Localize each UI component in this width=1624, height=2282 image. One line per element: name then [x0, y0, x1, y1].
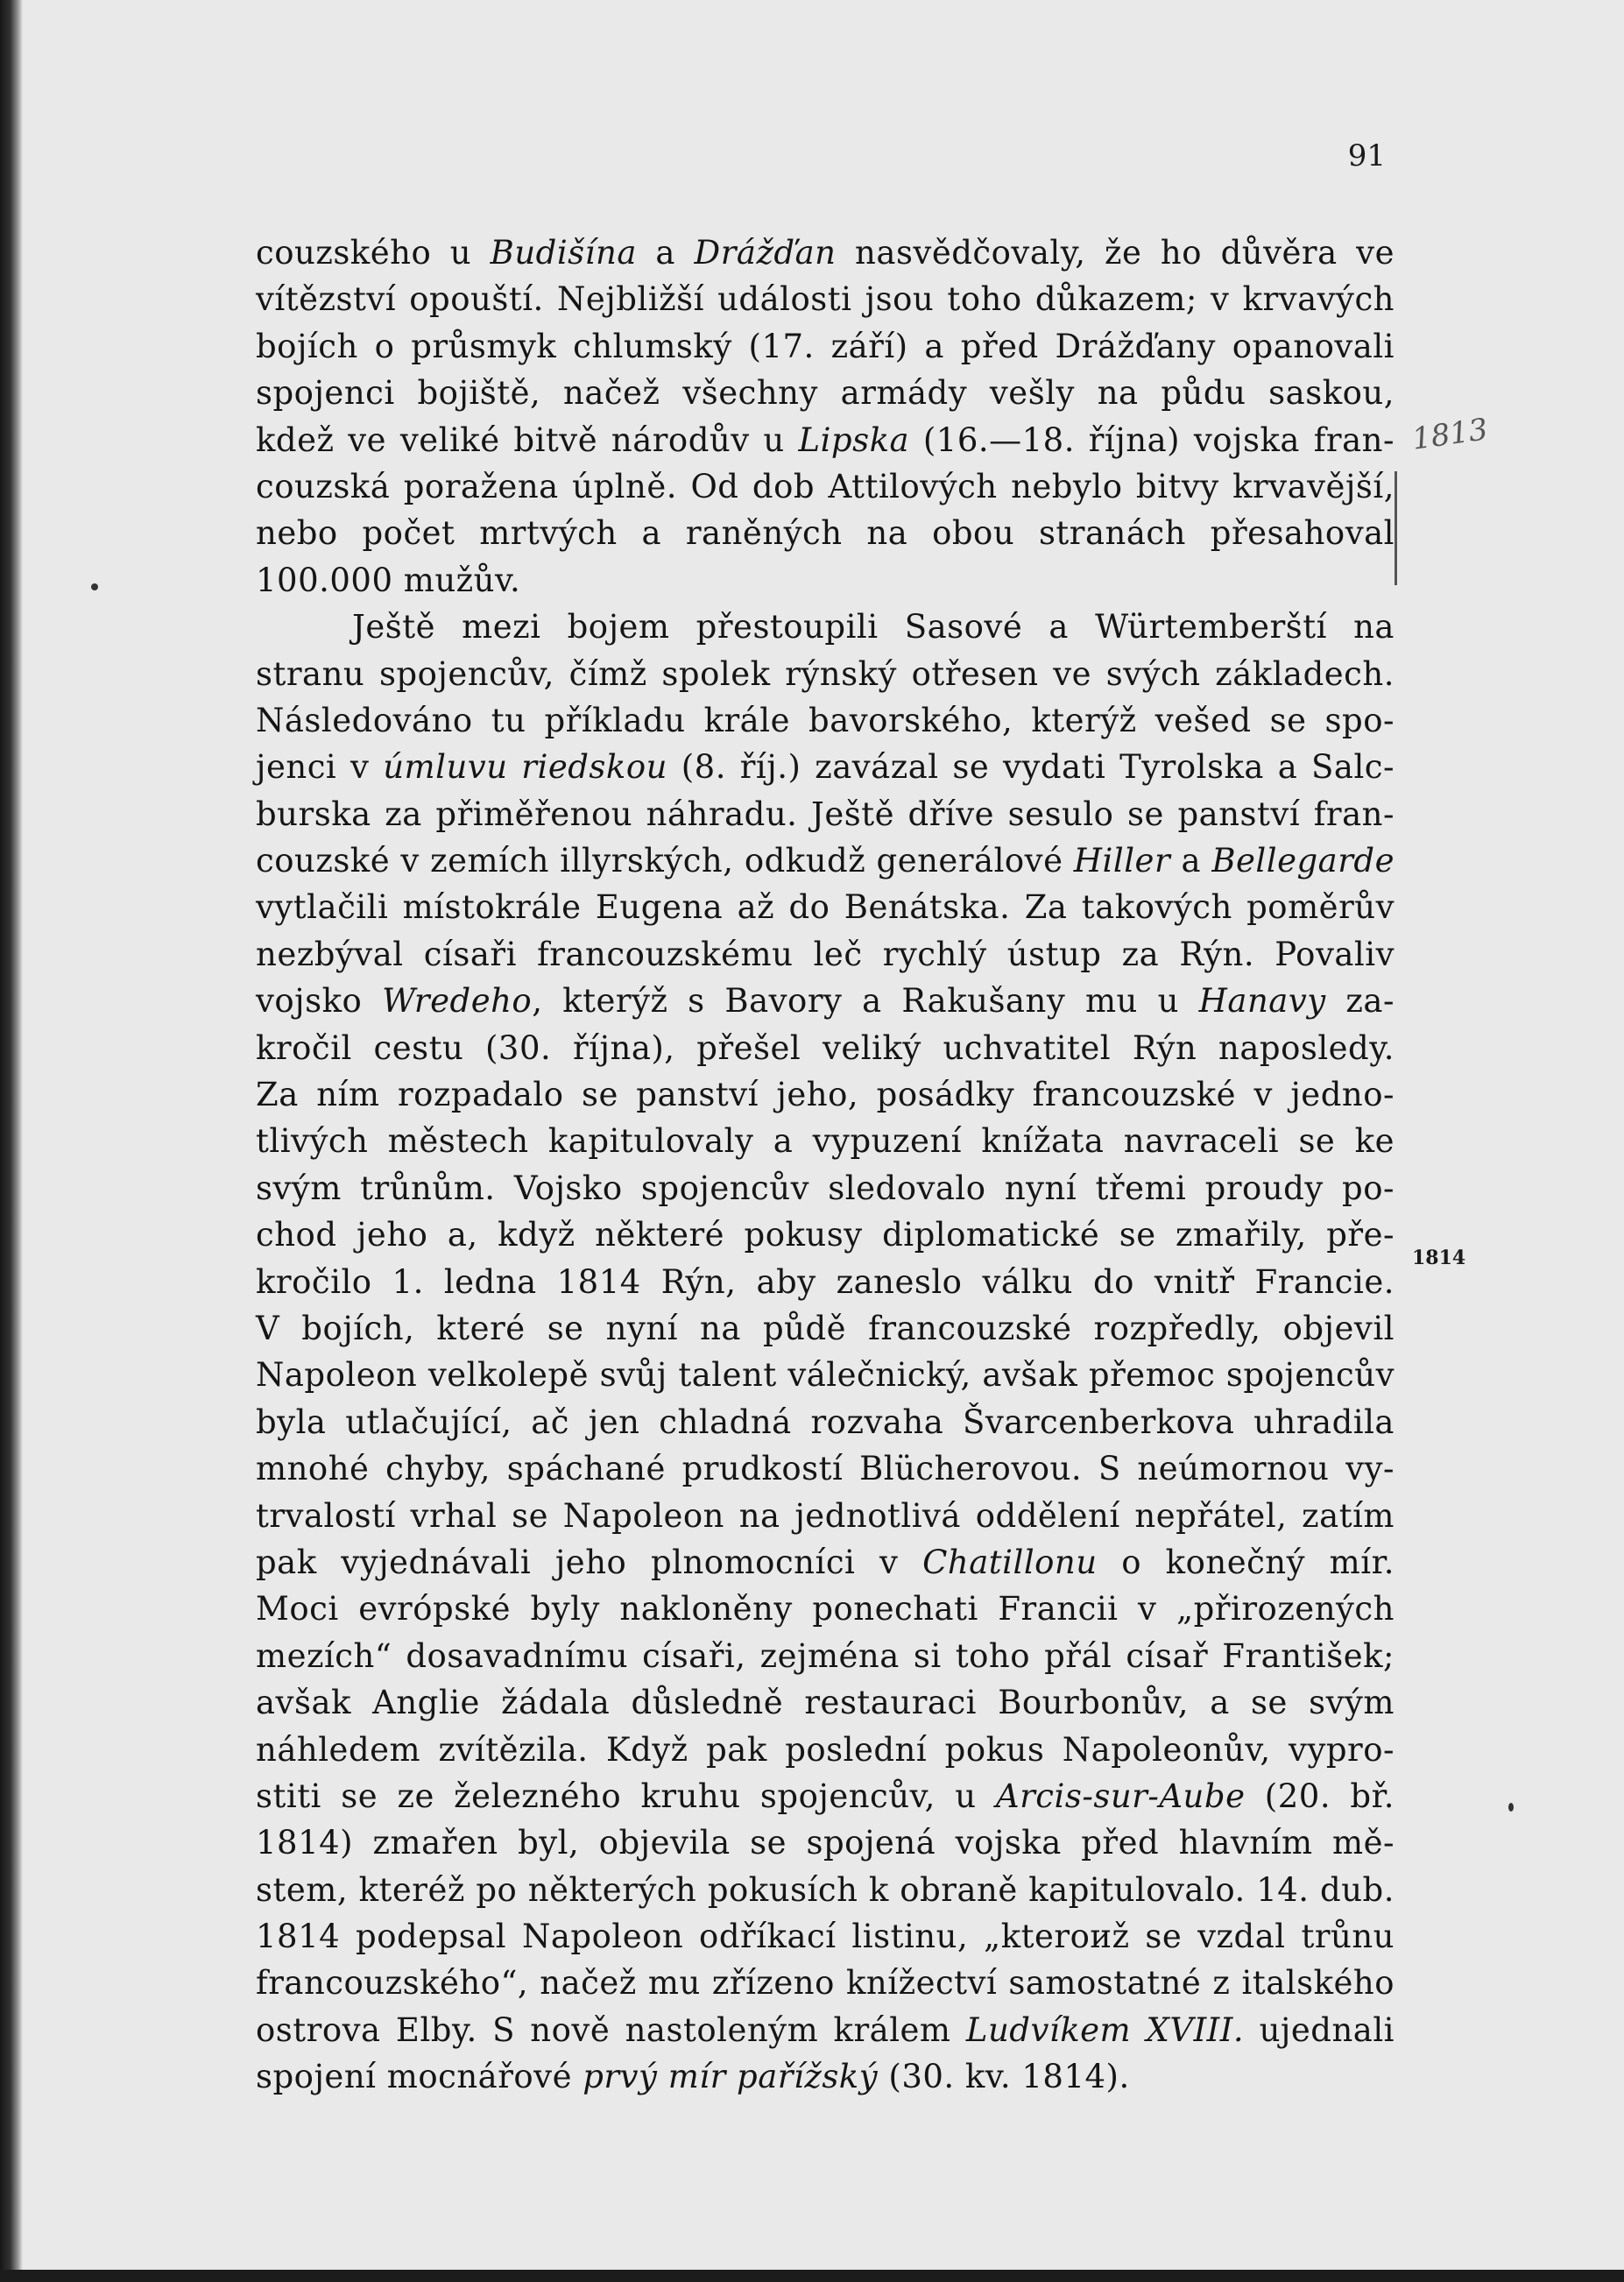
text-run: a	[636, 234, 695, 272]
text-run: ostrova Elby. S nově nastoleným králem	[256, 2010, 966, 2049]
text-run: kročil cestu (30. října), přešel veliký uchvatitel Rýn naposledy.	[256, 1028, 1395, 1067]
text-run: stiti se ze železného kruhu spojencův, u	[256, 1777, 996, 1815]
text-line	[256, 1633, 1395, 1679]
text-run: tlivých městech kapitulovaly a vypuzení knížata navraceli se ke	[256, 1122, 1395, 1161]
text-run: jenci v	[256, 748, 384, 787]
text-run: mezích“ dosavadnímu císaři, zejména si toho přál císař František;	[256, 1636, 1395, 1675]
text-line	[256, 1960, 1395, 2006]
text-line	[256, 1586, 1395, 1632]
text-line	[256, 697, 1395, 744]
text-run: spojení mocnářové	[256, 2058, 583, 2096]
text-run: nebo počet mrtvých a raněných na obou stranách přesahoval	[256, 514, 1395, 553]
text-run: stem, kteréž po některých pokusích k obraně kapitulovalo. 14. dub.	[256, 1870, 1395, 1909]
text-line	[256, 1212, 1395, 1258]
text-run: (30. kv. 1814).	[878, 2058, 1130, 2096]
text-line	[256, 1025, 1395, 1071]
text-run: (20. bř.	[1245, 1777, 1395, 1815]
page-bottom-edge	[0, 2270, 1624, 2282]
text-run: kročilo 1. ledna 1814 Rýn, aby zaneslo válku do vnitř Francie.	[256, 1262, 1395, 1301]
text-run: couzská poražena úplně. Od dob Attilových nebylo bitvy krvavější,	[256, 467, 1395, 505]
italic-term: Ludvíkem XVIII.	[965, 2010, 1245, 2049]
text-line	[256, 1913, 1395, 1960]
page-number: 91	[1347, 138, 1386, 173]
text-line	[256, 884, 1395, 930]
text-line	[256, 1259, 1395, 1305]
text-run: trvalostí vrhal se Napoleon na jednotlivá oddělení nepřátel, zatím	[256, 1496, 1395, 1535]
binding-edge	[0, 0, 23, 2282]
text-line	[256, 1165, 1395, 1212]
italic-term: Budišína	[490, 234, 637, 272]
text-run: avšak Anglie žádala důsledně restauraci Bourbonův, a se svým	[256, 1684, 1395, 1722]
text-run: francouzského“, načež mu zřízeno knížectví samostatné z italského	[256, 1964, 1395, 2003]
text-run: (8. říj.) zavázal se vydati Tyrolska a Salc-	[667, 748, 1395, 787]
text-line	[256, 1118, 1395, 1164]
italic-term: Arcis-sur-Aube	[995, 1777, 1246, 1815]
margin-handwritten-year: 1813	[1409, 412, 1490, 457]
text-line	[256, 2053, 1395, 2100]
text-line	[256, 1493, 1395, 1539]
italic-term: Chatillonu	[922, 1543, 1098, 1581]
text-line	[256, 323, 1395, 370]
text-run: kdež ve veliké bitvě národův u	[256, 420, 799, 459]
text-line	[256, 1352, 1395, 1398]
pencil-bracket-mark	[1395, 471, 1397, 585]
text-run: couzské v zemích illyrských, odkudž generálové	[256, 842, 1074, 880]
text-run: 100.000 mužův.	[256, 561, 521, 599]
text-line	[256, 837, 1395, 884]
text-run: o konečný mír.	[1097, 1543, 1395, 1581]
text-run: vítězství opouští. Nejbližší události jsou toho důkazem; v krvavých	[256, 280, 1395, 319]
text-line	[256, 1679, 1395, 1726]
text-line	[256, 1819, 1395, 1866]
text-run: Za ním rozpadalo se panství jeho, posádky francouzské v jedno-	[256, 1076, 1395, 1114]
text-run: spojenci bojiště, načež všechny armády vešly na půdu saskou,	[256, 374, 1395, 413]
text-run: burska za přiměřenou náhradu. Ještě dříve sesulo se panství fran-	[256, 795, 1395, 833]
text-line	[256, 651, 1395, 697]
text-run: Moci evrópské byly nakloněny ponechati Francii v „přirozených	[256, 1590, 1395, 1628]
text-run: mnohé chyby, spáchané prudkostí Blücherovou. S neúmornou vy-	[256, 1450, 1395, 1488]
italic-term: úmluvu riedskou	[383, 748, 667, 787]
text-run: Ještě mezi bojem přestoupili Sasové a Würtemberští na	[352, 608, 1395, 646]
text-line	[256, 604, 1395, 650]
text-run: bojích o průsmyk chlumský (17. září) a před Drážďany opanovali	[256, 327, 1395, 365]
text-run: nezbýval císaři francouzskému leč rychlý ústup za Rýn. Povaliv	[256, 935, 1395, 973]
text-run: vytlačili místokrále Eugena až do Benátska. Za takových poměrův	[256, 888, 1395, 927]
text-line	[256, 417, 1395, 463]
text-line	[256, 1727, 1395, 1773]
italic-term: Hiller	[1073, 842, 1171, 880]
text-line	[256, 1445, 1395, 1492]
text-run: pak vyjednávali jeho plnomocníci v	[256, 1543, 923, 1581]
text-run: vojsko	[256, 982, 383, 1021]
text-line	[256, 510, 1395, 556]
italic-term: Drážďan	[694, 234, 837, 272]
italic-term: Lipska	[798, 420, 910, 459]
text-run: Napoleon velkolepě svůj talent válečnický, avšak přemoc spojencův	[256, 1356, 1395, 1395]
text-run: za-	[1325, 982, 1395, 1021]
italic-term: prvý mír pařížský	[583, 2058, 879, 2096]
text-run: ujednali	[1244, 2010, 1395, 2049]
text-line	[256, 276, 1395, 322]
text-run: nasvědčovaly, že ho důvěra ve	[836, 234, 1395, 272]
text-run: a	[1170, 842, 1212, 880]
margin-year-note: 1814	[1412, 1247, 1466, 1269]
text-run: stranu spojencův, čímž spolek rýnský otřesen ve svých základech.	[256, 654, 1395, 693]
text-line	[256, 1773, 1395, 1819]
text-line	[256, 557, 1395, 604]
text-line	[256, 370, 1395, 416]
italic-term: Hanavy	[1198, 982, 1326, 1021]
text-run: 1814) zmařen byl, objevila se spojená vojska před hlavním mě-	[256, 1824, 1395, 1862]
body-text	[256, 230, 1395, 2101]
text-line	[256, 978, 1395, 1024]
italic-term: Bellegarde	[1211, 842, 1395, 880]
text-line	[256, 931, 1395, 978]
text-line	[256, 744, 1395, 790]
ink-speck	[91, 583, 98, 590]
text-line	[256, 463, 1395, 510]
text-line	[256, 230, 1395, 276]
text-run: couzského u	[256, 234, 491, 272]
italic-term: Wredeho	[382, 982, 533, 1021]
text-run: chod jeho a, když některé pokusy diplomatické se zmařily, pře-	[256, 1216, 1395, 1254]
text-run: , kterýž s Bavory a Rakušany mu u	[532, 982, 1199, 1021]
text-run: V bojích, které se nyní na půdě francouzské rozpředly, objevil	[256, 1309, 1395, 1347]
text-run: (16.—18. října) vojska fran-	[909, 420, 1395, 459]
text-line	[256, 1305, 1395, 1352]
text-line	[256, 1071, 1395, 1118]
text-line	[256, 2007, 1395, 2053]
text-run: svým trůnům. Vojsko spojencův sledovalo nyní třemi proudy po-	[256, 1169, 1395, 1207]
text-line	[256, 1867, 1395, 1913]
text-run: 1814 podepsal Napoleon odříkací listinu, „kteroиž se vzdal trůnu	[256, 1918, 1395, 1956]
text-run: Následováno tu příkladu krále bavorského, kterýž vešed se spo-	[256, 701, 1395, 739]
text-run: náhledem zvítězila. Když pak poslední pokus Napoleonův, vypro-	[256, 1730, 1395, 1769]
ink-speck	[1508, 1803, 1514, 1812]
text-line	[256, 791, 1395, 837]
text-line	[256, 1399, 1395, 1445]
text-run: byla utlačující, ač jen chladná rozvaha Švarcenberkova uhradila	[256, 1402, 1395, 1441]
text-line	[256, 1539, 1395, 1586]
